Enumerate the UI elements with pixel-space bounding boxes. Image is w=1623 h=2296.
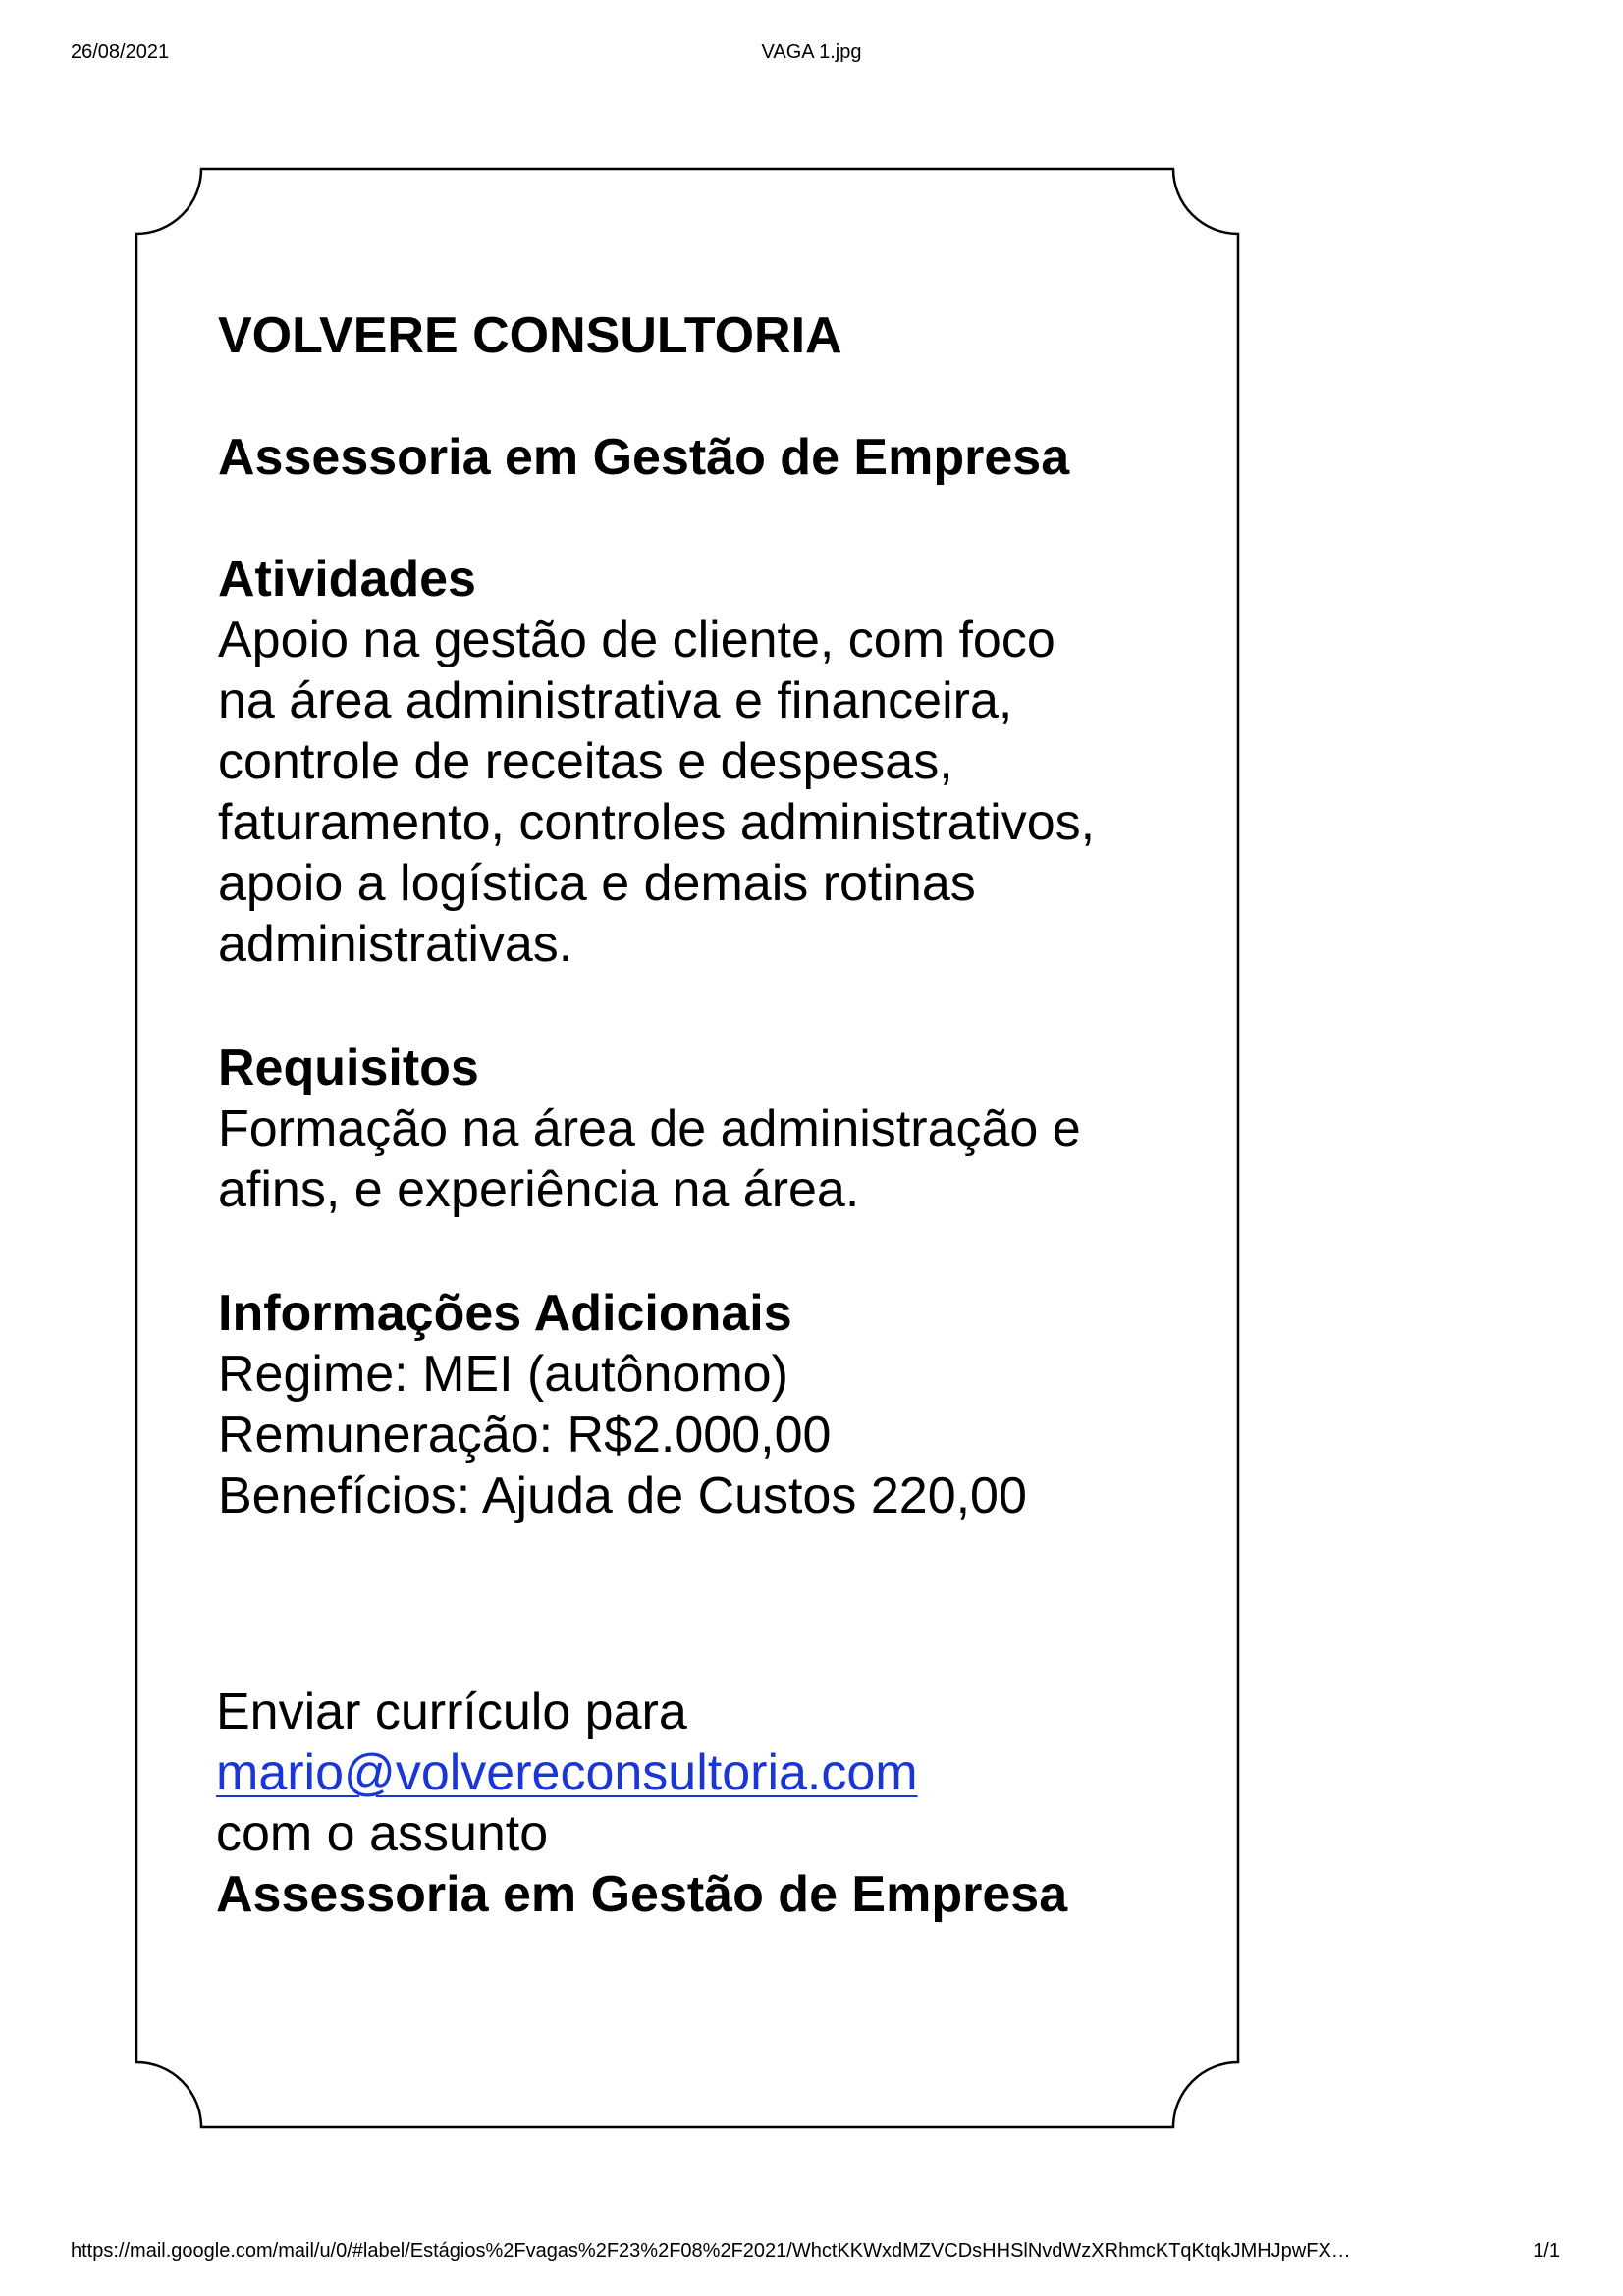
additional-info-heading: Informações Adicionais — [218, 1285, 792, 1342]
activities-line: na área administrativa e financeira, — [218, 672, 1013, 729]
print-footer — [0, 2240, 1623, 2269]
activities-line: apoio a logística e demais rotinas — [218, 855, 976, 912]
activities-line: faturamento, controles administrativos, — [218, 794, 1096, 851]
company-name: VOLVERE CONSULTORIA — [218, 307, 842, 364]
activities-line: controle de receitas e despesas, — [218, 733, 953, 790]
apply-intro: Enviar currículo para — [216, 1683, 687, 1740]
email-subject: Assessoria em Gestão de Empresa — [216, 1866, 1068, 1923]
regime-line: Regime: MEI (autônomo) — [218, 1346, 788, 1403]
position-title: Assessoria em Gestão de Empresa — [218, 429, 1070, 486]
activities-line: administrativas. — [218, 916, 573, 973]
activities-line: Apoio na gestão de cliente, com foco — [218, 612, 1055, 668]
requirements-line: Formação na área de administração e — [218, 1100, 1081, 1157]
print-title: VAGA 1.jpg — [761, 41, 862, 63]
print-date: 26/08/2021 — [71, 41, 170, 63]
subject-intro: com o assunto — [216, 1805, 549, 1862]
requirements-line: afins, e experiência na área. — [218, 1161, 860, 1218]
benefits-line: Benefícios: Ajuda de Custos 220,00 — [218, 1468, 1027, 1524]
print-url: https://mail.google.com/mail/u/0/#label/Estágios%2Fvagas%2F23%2F08%2F2021/WhctKKWxdMZVCDsHHSlNvdWzXRhmcKTqKtqkJMHJpwFX… — [71, 2240, 1351, 2262]
salary-line: Remuneração: R$2.000,00 — [218, 1407, 832, 1464]
page-number: 1/1 — [1533, 2240, 1560, 2262]
activities-heading: Atividades — [218, 551, 476, 608]
contact-email-link[interactable]: mario@volvereconsultoria.com — [216, 1744, 918, 1801]
requirements-heading: Requisitos — [218, 1040, 479, 1096]
